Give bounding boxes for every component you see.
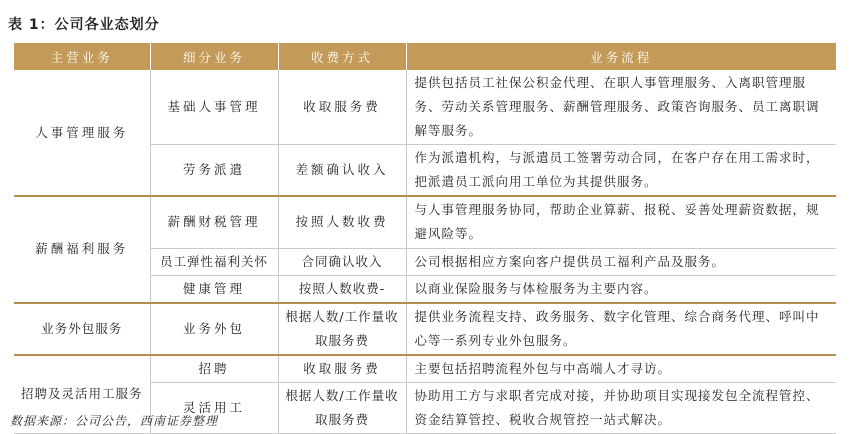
fee-method-cell: 收取服务费 <box>278 355 406 383</box>
business-flow-cell: 主要包括招聘流程外包与中高端人才寻访。 <box>406 355 836 383</box>
business-flow-cell: 协助用工方与求职者完成对接，并协助项目实现接发包全流程管控、资金结算管控、税收合规管控一站式解决。 <box>406 382 836 433</box>
fee-method-cell: 根据人数/工作量收取服务费 <box>278 382 406 433</box>
sub-business-cell: 招聘 <box>150 355 278 383</box>
header-main-business: 主营业务 <box>14 43 150 70</box>
table-row <box>14 70 836 145</box>
main-business-cell: 薪酬福利服务 <box>14 196 150 303</box>
data-source-note: 数据来源：公司公告，西南证券整理 <box>10 414 219 428</box>
business-flow-cell: 与人事管理服务协同，帮助企业算薪、报税、妥善处理薪资数据，规避风险等。 <box>406 196 836 248</box>
table-row <box>14 196 836 248</box>
sub-business-cell: 灵活用工 <box>150 382 278 433</box>
business-flow-cell: 提供包括员工社保公积金代理、在职人事管理服务、入离职管理服务、劳动关系管理服务、薪酬管理服务、政策咨询服务、员工离职调解等服务。 <box>406 70 836 145</box>
sub-business-cell: 劳务派遣 <box>150 145 278 197</box>
main-business-cell: 人事管理服务 <box>14 70 150 196</box>
table-row <box>14 355 836 383</box>
sub-business-cell: 基础人事管理 <box>150 70 278 145</box>
sub-business-cell: 薪酬财税管理 <box>150 196 278 248</box>
business-segments-table <box>14 43 836 434</box>
fee-method-cell: 根据人数/工作量收取服务费 <box>278 303 406 355</box>
fee-method-cell: 差额确认收入 <box>278 145 406 197</box>
header-business-flow: 业务流程 <box>406 43 836 70</box>
business-flow-cell: 作为派遣机构，与派遣员工签署劳动合同，在客户存在用工需求时，把派遣员工派向用工单位为其提供服务。 <box>406 145 836 197</box>
fee-method-cell: 按照人数收费 <box>278 196 406 248</box>
sub-business-cell: 业务外包 <box>150 303 278 355</box>
sub-business-cell: 员工弹性福利关怀 <box>150 248 278 275</box>
table-title: 表 1：公司各业态划分 <box>8 17 160 33</box>
header-fee-method: 收费方式 <box>278 43 406 70</box>
fee-method-cell: 按照人数收费- <box>278 275 406 303</box>
business-flow-cell: 以商业保险服务与体检服务为主要内容。 <box>406 275 836 303</box>
table-header-row <box>14 43 836 70</box>
fee-method-cell: 收取服务费 <box>278 70 406 145</box>
business-flow-cell: 提供业务流程支持、政务服务、数字化管理、综合商务代理、呼叫中心等一系列专业外包服务。 <box>406 303 836 355</box>
main-business-cell: 业务外包服务 <box>14 303 150 355</box>
main-business-cell: 招聘及灵活用工服务 <box>14 355 150 434</box>
fee-method-cell: 合同确认收入 <box>278 248 406 275</box>
sub-business-cell: 健康管理 <box>150 275 278 303</box>
header-sub-business: 细分业务 <box>150 43 278 70</box>
table-row <box>14 303 836 355</box>
business-flow-cell: 公司根据相应方案向客户提供员工福利产品及服务。 <box>406 248 836 275</box>
